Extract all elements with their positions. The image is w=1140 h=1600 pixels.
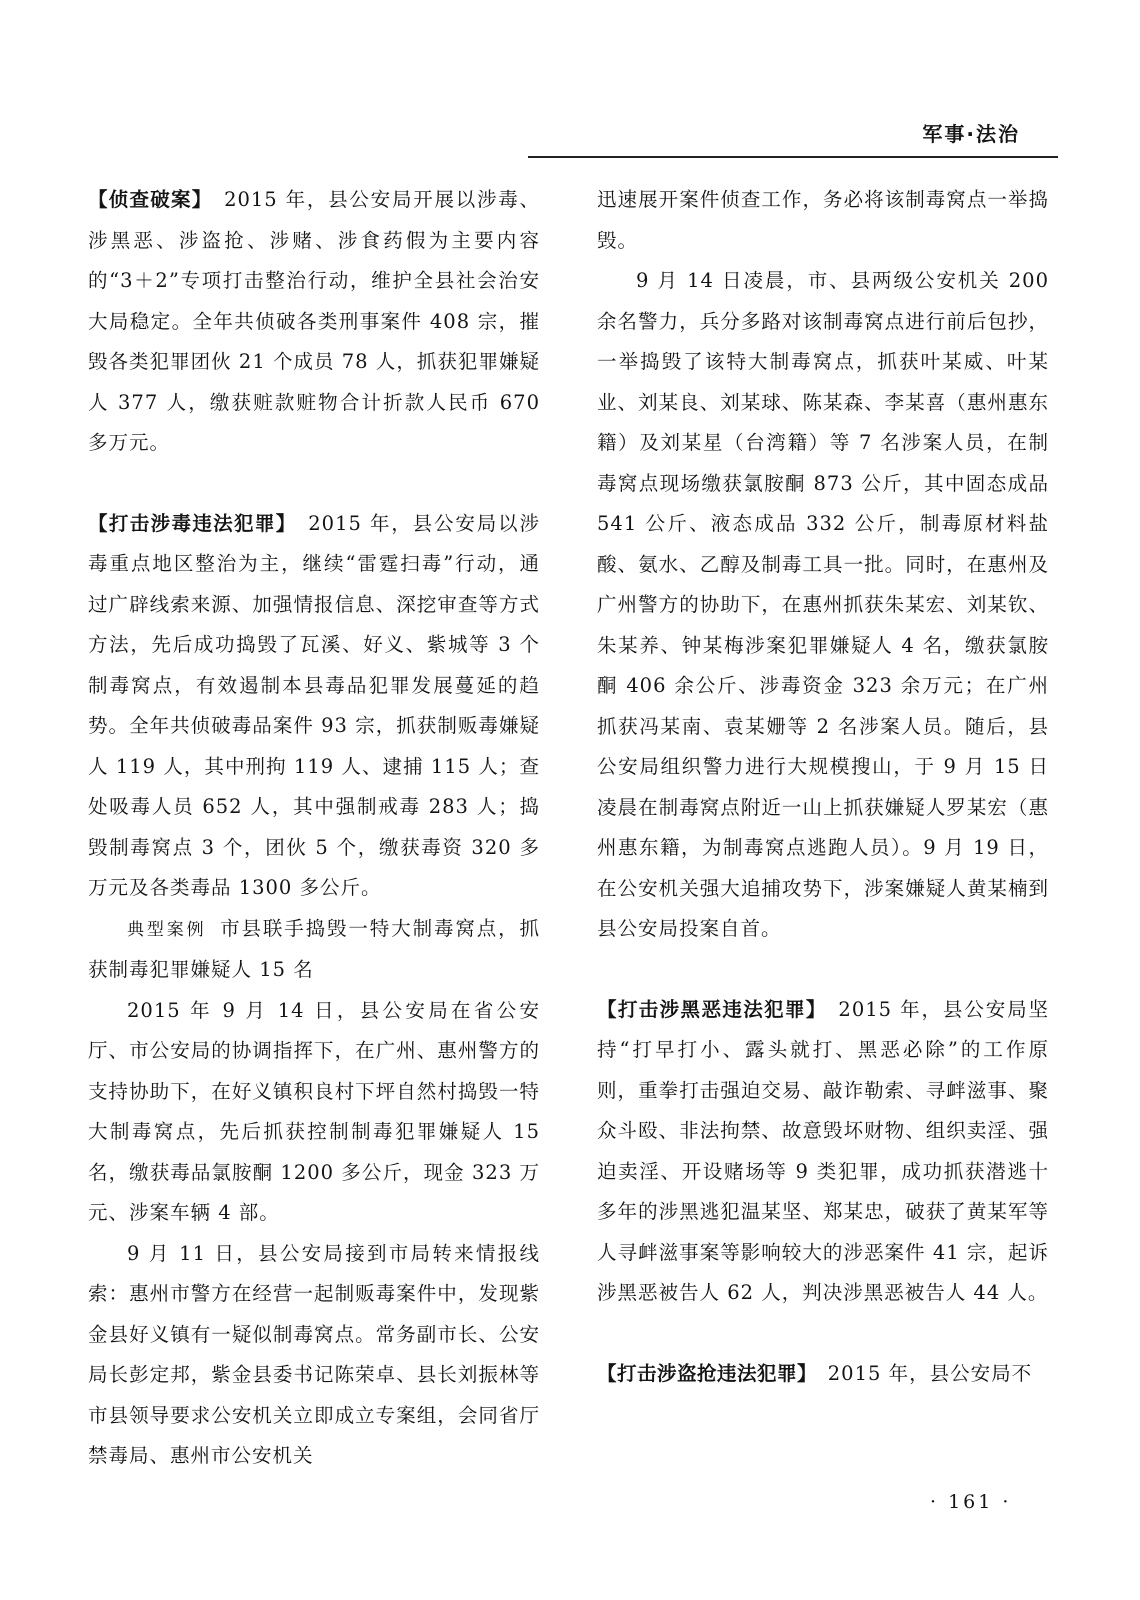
case-title-text: 市县联手捣毁一特大制毒窝点，抓获制毒犯罪嫌疑人 15 名 [88,916,540,981]
paragraph-text: 2015 年，县公安局开展以涉毒、涉黑恶、涉盗抢、涉赌、涉食药假为主要内容的“3＋2”专项打击整治行动，维护全县社会治安大局稳定。全年共侦破各类刑事案件 408 宗，摧毁各类犯罪团伙 21 个成员 78 人，抓获犯罪嫌疑人 377 人，缴获赃款赃物合计折款人民币 670 多万元。 [88,188,540,454]
paragraph-text: 2015 年，县公安局坚持“打早打小、露头就打、黑恶必除”的工作原则，重拳打击强迫交易、敲诈勒索、寻衅滋事、聚众斗殴、非法拘禁、故意毁坏财物、组织卖淫、强迫卖淫、开设赌场等 9 类犯罪，成功抓获潜逃十多年的涉黑逃犯温某坚、郑某忠，破获了黄某军等人寻衅滋事案等影响较大的涉恶案件 41 宗，起诉涉黑恶被告人 62 人，判决涉黑恶被告人 44 人。 [597,997,1049,1304]
section-heading-anti-theft: 【打击涉盗抢违法犯罪】 [597,1361,808,1385]
paragraph-text: 2015 年，县公安局不 [807,1361,1033,1385]
section-gap [597,950,1049,990]
page-number: · 161 · [930,1491,1012,1513]
paragraph-anti-drug [88,504,540,909]
header-rule [528,156,1058,158]
running-header: 军事·法治 [922,122,1020,146]
paragraph-text: 2015 年，县公安局以涉毒重点地区整治为主，继续“雷霆扫毒”行动，通过广辟线索来源、加强情报信息、深挖审查等方式方法，先后成功捣毁了瓦溪、好义、紫城等 3 个制毒窝点，有效遏制本县毒品犯罪发展蔓延的趋势。全年共侦破毒品案件 93 宗，抓获制贩毒嫌疑人 119 人，其中刑拘 119 人、逮捕 115 人；查处吸毒人员 652 人，其中强制戒毒 283 人；捣毁制毒窝点 3 个，团伙 5 个，缴获毒资 320 多万元及各类毒品 1300 多公斤。 [88,511,540,899]
typical-case-label: 典型案例 [127,919,207,940]
paragraph-anti-theft [597,1354,1049,1395]
section-gap [597,1314,1049,1354]
section-gap [88,464,540,504]
paragraph-case-summary: 2015 年 9 月 14 日，县公安局在省公安厅、市公安局的协调指挥下，在广州、惠州警方的支持协助下，在好义镇积良村下坪自然村捣毁一特大制毒窝点，先后抓获控制制毒犯罪嫌疑人 15 名，缴获毒品氯胺酮 1200 多公斤，现金 323 万元、涉案车辆 4 部。 [88,998,540,1224]
section-heading-criminal-investigation: 【侦查破案】 [88,188,203,211]
paragraph-criminal-investigation [88,180,540,464]
section-heading-anti-drug: 【打击涉毒违法犯罪】 [88,511,287,535]
paragraph-raid-details: 9 月 14 日凌晨，市、县两级公安机关 200 余名警力，兵分多路对该制毒窝点进行前后包抄，一举捣毁了该特大制毒窝点，抓获叶某威、叶某业、刘某良、刘某球、陈某森、李某喜（惠州惠东籍）及刘某星（台湾籍）等 7 名涉案人员，在制毒窝点现场缴获氯胺酮 873 公斤，其中固态成品 541 公斤、液态成品 332 公斤，制毒原材料盐酸、氨水、乙醇及制毒工具一批。同时，在惠州及广州警方的协助下，在惠州抓获朱某宏、刘某钦、朱某养、钟某梅涉案犯罪嫌疑人 4 名，缴获氯胺酮 406 余公斤、涉毒资金 323 余万元；在广州抓获冯某南、袁某姗等 2 名涉案人员。随后，县公安局组织警力进行大规模搜山，于 9 月 15 日凌晨在制毒窝点附近一山上抓获嫌疑人罗某宏（惠州惠东籍，为制毒窝点逃跑人员）。9 月 19 日，在公安机关强大追捕攻势下，涉案嫌疑人黄某楠到县公安局投案自首。 [597,269,1049,940]
paragraph-continued: 迅速展开案件侦查工作，务必将该制毒窝点一举捣毁。 [597,188,1049,252]
left-column [88,180,540,1477]
paragraph-anti-gang [597,990,1049,1314]
section-heading-anti-gang: 【打击涉黑恶违法犯罪】 [597,997,818,1021]
right-column [597,180,1049,1394]
typical-case-title [88,909,540,991]
paragraph-case-intel: 9 月 11 日，县公安局接到市局转来情报线索：惠州市警方在经营一起制贩毒案件中，发现紫金县好义镇有一疑似制毒窝点。常务副市长、公安局长彭定邦，紫金县委书记陈荣卓、县长刘振林等市县领导要求公安机关立即成立专案组，会同省厅禁毒局、惠州市公安机关 [88,1241,540,1467]
